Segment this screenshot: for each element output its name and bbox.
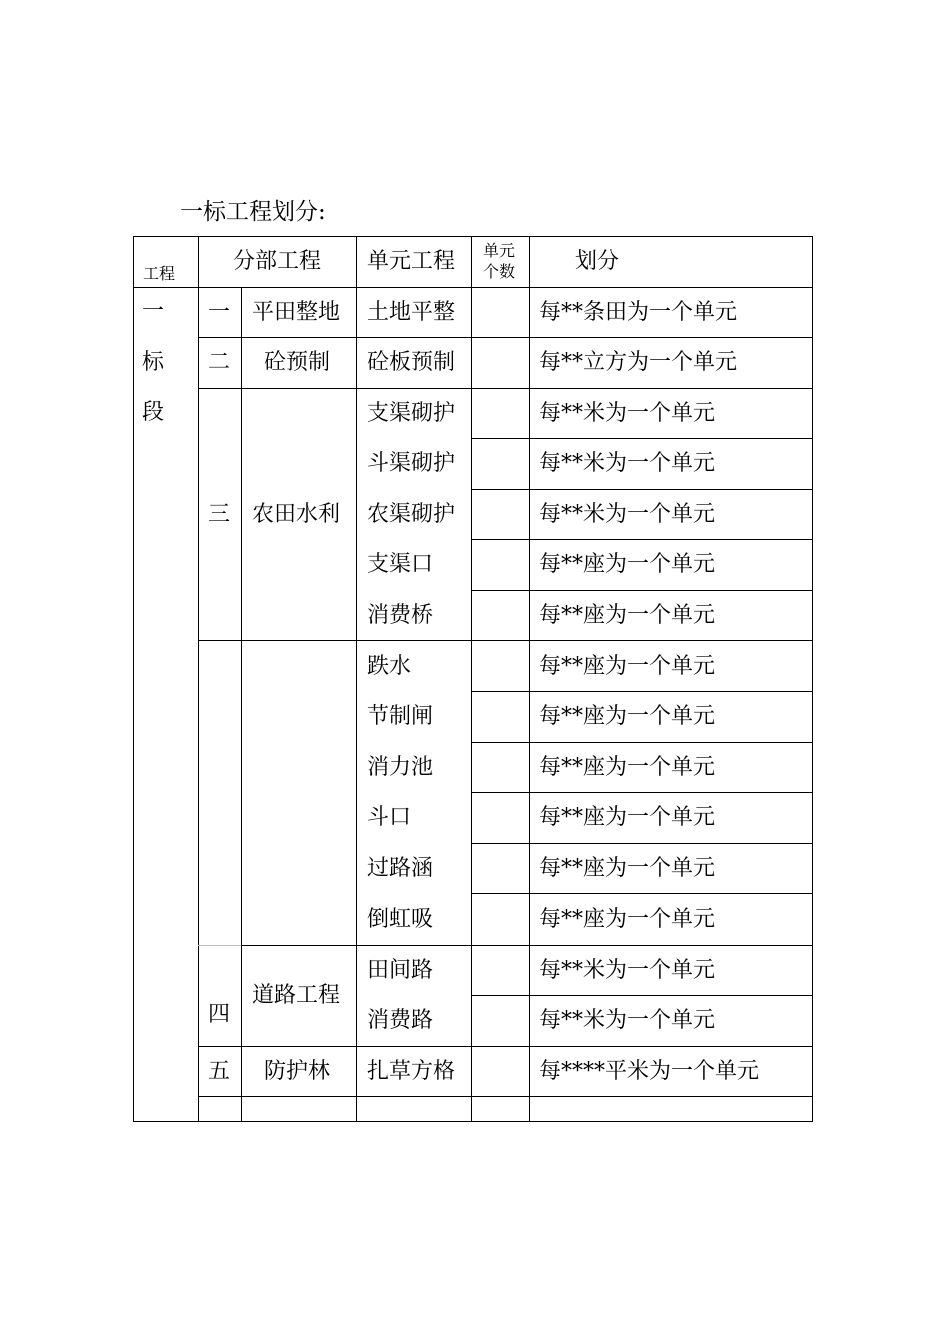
header-division: 分部工程 [233,249,322,274]
project-char: 一 [142,299,165,324]
row-line [241,945,813,946]
row-line [198,337,813,338]
row-line [471,742,813,743]
project-char: 段 [142,400,165,425]
unit-cell: 消费路 [367,1008,434,1033]
partition-cell: 每**座为一个单元 [539,805,716,830]
table-border-top [133,236,813,237]
division-table [133,236,813,1122]
col-line-division [356,236,357,1122]
unit-cell: 扎草方格 [367,1059,456,1084]
unit-cell: 土地平整 [367,300,456,325]
row-line [133,287,813,288]
row-line [471,893,813,894]
header-count-line2: 个数 [483,262,516,281]
unit-cell: 倒虹吸 [367,907,434,932]
group-numeral: 五 [208,1059,231,1084]
row-line [198,640,813,641]
group-name: 道路工程 [252,983,341,1008]
partition-cell: 每**米为一个单元 [539,1008,716,1033]
document-title: 一标工程划分: [180,199,326,225]
unit-cell: 消力池 [367,755,434,780]
partition-cell: 每**条田为一个单元 [539,300,738,325]
header-project: 工程 [143,264,176,283]
row-line [198,388,813,389]
group-numeral: 一 [208,300,231,325]
col-line-numeral [241,287,242,1122]
partition-cell: 每**立方为一个单元 [539,350,738,375]
col-line-unit [471,236,472,1122]
row-line [198,1096,813,1097]
group-numeral: 四 [208,1002,231,1027]
partition-cell: 每**座为一个单元 [539,704,716,729]
unit-cell: 节制闸 [367,704,434,729]
partition-cell: 每**座为一个单元 [539,654,716,679]
group-name: 防护林 [264,1059,331,1084]
table-border-bottom [133,1121,813,1122]
unit-cell: 田间路 [367,958,434,983]
col-line-count [529,236,530,1122]
partition-cell: 每**座为一个单元 [539,856,716,881]
group-name: 砼预制 [264,350,331,375]
row-line [471,691,813,692]
unit-cell: 支渠砌护 [367,401,456,426]
row-line [471,489,813,490]
partition-cell: 每**座为一个单元 [539,603,716,628]
partition-cell: 每**座为一个单元 [539,755,716,780]
unit-cell: 农渠砌护 [367,502,456,527]
unit-cell: 过路涵 [367,856,434,881]
group-numeral: 三 [208,502,231,527]
table-border-right [812,236,813,1122]
row-line [471,438,813,439]
unit-cell: 跌水 [367,654,412,679]
table-border-left [133,236,134,1122]
row-line [471,995,813,996]
unit-cell: 消费桥 [367,603,434,628]
unit-cell: 斗口 [367,805,412,830]
header-partition: 划分 [575,249,620,274]
partition-cell: 每****平米为一个单元 [539,1059,760,1084]
unit-cell: 支渠口 [367,552,434,577]
row-line-faint [198,945,241,946]
group-numeral: 二 [208,350,231,375]
unit-cell: 砼板预制 [367,350,456,375]
group-name: 平田整地 [252,300,341,325]
group-name: 农田水利 [252,502,341,527]
row-line [471,539,813,540]
partition-cell: 每**米为一个单元 [539,451,716,476]
partition-cell: 每**米为一个单元 [539,958,716,983]
project-char: 标 [142,350,165,375]
row-line [471,792,813,793]
partition-cell: 每**座为一个单元 [539,907,716,932]
row-line [198,1046,813,1047]
header-unit: 单元工程 [367,249,456,274]
row-line [471,843,813,844]
partition-cell: 每**座为一个单元 [539,552,716,577]
row-line [471,590,813,591]
header-count-line1: 单元 [483,241,516,260]
col-line-project [198,236,199,1122]
partition-cell: 每**米为一个单元 [539,502,716,527]
partition-cell: 每**米为一个单元 [539,401,716,426]
unit-cell: 斗渠砌护 [367,451,456,476]
